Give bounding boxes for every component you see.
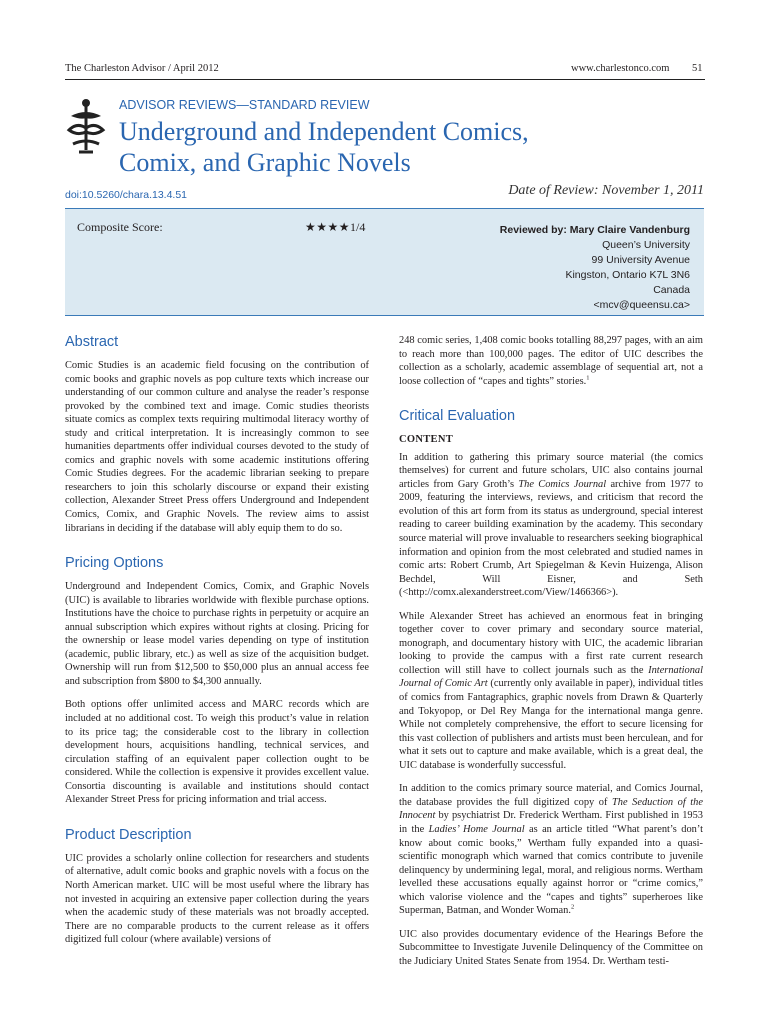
reviewer-block [500,223,690,313]
section-label: ADVISOR REVIEWS—STANDARD REVIEW [119,98,370,112]
left-column [65,334,369,957]
content-paragraph-1: In addition to gathering this primary source material (the comics themselves) for current and future scholars, UIC also contains journal articles from Gary Groth’s The Comics Journal archive from 1977 to 2009, featuring the interviews, reviews, and criticism that record the evolution of this art form from its status as underground, special interest reading to career building examination by the academy. This secondary source material will prove invaluable to researchers seeking biographical information and opinion from the most celebrated and studied names in comic arts: Robert Crumb, Art Spiegelman & Kevin Huizenga, Alison Bechdel, Will Eisner, and Seth (<http://comx.alexanderstreet.com/View/1466366>). [399,451,704,599]
composite-score-label: Composite Score: [77,220,163,234]
reviewer-email[interactable]: <mcv@queensu.ca> [593,299,690,311]
abstract-heading: Abstract [65,334,119,350]
pricing-paragraph-2: Both options offer unlimited access and MARC records which are included at no additional cost. To weigh this product’s value in relation to its price tag; the considerable cost to the library in collection development hours, acquisitions handling, technical services, and circulation staffing of an equivalent paper collection ought to be considered. While the collection is expensive it provides excellent value. Consortia discounting is available and institutions should contact Alexander Street Press for pricing information and trial access. [65,699,369,806]
abstract-text: Comic Studies is an academic field focusing on the contribution of comic books and graphic novels as pop culture texts which increase our understanding of our common culture and analyse the reader’s response provoked by the combined text and image. Comic studies theorists situate comics as complex texts requiring multimodal literacy worthy of study and critical interpretation. It is increasingly common to see humanities departments offer individual courses devoted to the study of comics and graphic novels with some academic institutions offering Comic Studies degrees. For the academic librarian seeking to prepare researchers to join this scholarly discourse or expand their existing collection, Alexander Street Press offers Underground and Independent Comics, Comix, and Graphic Novels. The review aims to assist librarians in deciding if the database will ably equip them to do so. [65,360,369,534]
score-box [65,208,704,316]
footnote-ref-1[interactable]: 1 [586,374,590,382]
content-paragraph-3: In addition to the comics primary source material, and Comics Journal, the database provides the full digitized copy of The Seduction of the Innocent by psychiatrist Dr. Frederick Wertham. First published in 1953 in the Ladies’ Home Journal as an article titled “What parent’s don’t know about comic books,” Wertham fully expanded into a quasi-scientific monograph which warned that comics contribute to juvenile delinquency by undermining legal, moral, and religious norms. Wertham levelled these accusations equally against horror or “crime comics,” which valorise violence and the “capes and tights” superheroes like Superman, Batman, and Wonder Woman.$^2$ [399,783,703,917]
charleston-advisor-logo-icon [65,96,107,154]
right-column [399,334,703,978]
header-divider [65,79,705,80]
reviewer-street: 99 University Avenue [591,254,690,266]
article-title [119,116,529,178]
content-subheading: CONTENT [399,434,454,446]
page-number: 51 [692,63,703,74]
content-paragraph-4: UIC also provides documentary evidence of the Hearings Before the Subcommittee to Investigate Juvenile Delinquency of the Committee on the Judiciary United States Senate from 1954. Dr. Wertham testi- [399,928,703,967]
composite-score-value: 1/4 [350,220,366,234]
journal-url[interactable]: www.charlestonco.com [571,63,670,74]
pricing-heading: Pricing Options [65,555,164,572]
review-date: Date of Review: November 1, 2011 [508,183,704,198]
product-text: UIC provides a scholarly online collection for researchers and students of alternative, adult comic books and graphic novels with a focus on the North American market. UIC will be most useful where the library has not invested in acquiring an extensive paper collection during the years when the academic study of these materials was not broadly accepted. There are no comparable products to the current release as it offers digitized full colour (where available) versions of [65,852,369,946]
doi-link[interactable]: doi:10.5260/chara.13.4.51 [65,189,188,201]
reviewer-name: Reviewed by: Mary Claire Vandenburg [499,224,690,236]
rating-stars-icon: ★★★★ [305,220,351,234]
reviewer-country: Canada [653,284,690,296]
product-heading: Product Description [65,826,192,843]
article-title-line2: Comix, and Graphic Novels [119,148,411,177]
content-paragraph-2: While Alexander Street has achieved an enormous feat in bringing together cover to cover primary and secondary source material, monograph, and documentary history with UIC, the academic librarian looking to provide the campus with a first rate current research collection will still have to collect journals such as the International Journal of Comic Art (currently only available in paper), individual titles of comics from Fantagraphics, graphic novels from Drawn & Quarterly and Tokyopop, or Del Rey Manga for the international manga genre. While not completely comprehensive, the effort to secure licensing for this vast collection of publishers and artists must been herculean, and for what it sets out to capture and make available, which is a great deal, the UIC database is wonderfully successful. [399,610,703,771]
reviewer-institution: Queen’s University [602,239,690,251]
continuation-paragraph: 248 comic series, 1,408 comic books totalling 88,297 pages, with an aim to reach more than 100,000 pages. The editor of UIC describes the collection as a scholarly, academic assemblage of sequential art, not a loose collection of “capes and tights” stories.$^1$ [399,335,703,387]
pricing-paragraph-1: Underground and Independent Comics, Comix, and Graphic Novels (UIC) is available to libraries worldwide with flexible purchase options. Institutions have the choice to purchase rights in perpetuity or acquire an annual subscription which expires without rights at closing. Pricing for the ownership or lease model varies depending on type of institution (academic, public library, etc.) as well as size of the acquisition budget. Ownership will run from $12,500 to $50,000 plus an annual access fee and subscription from $800 to $4,300 annually. [65,581,369,687]
reviewer-city: Kingston, Ontario K7L 3N6 [565,269,690,281]
footnote-ref-2[interactable]: 2 [570,903,575,911]
article-title-line1: Underground and Independent Comics, [119,117,529,146]
critical-evaluation-heading: Critical Evaluation [399,408,516,425]
journal-header: The Charleston Advisor / April 2012 [65,63,219,74]
